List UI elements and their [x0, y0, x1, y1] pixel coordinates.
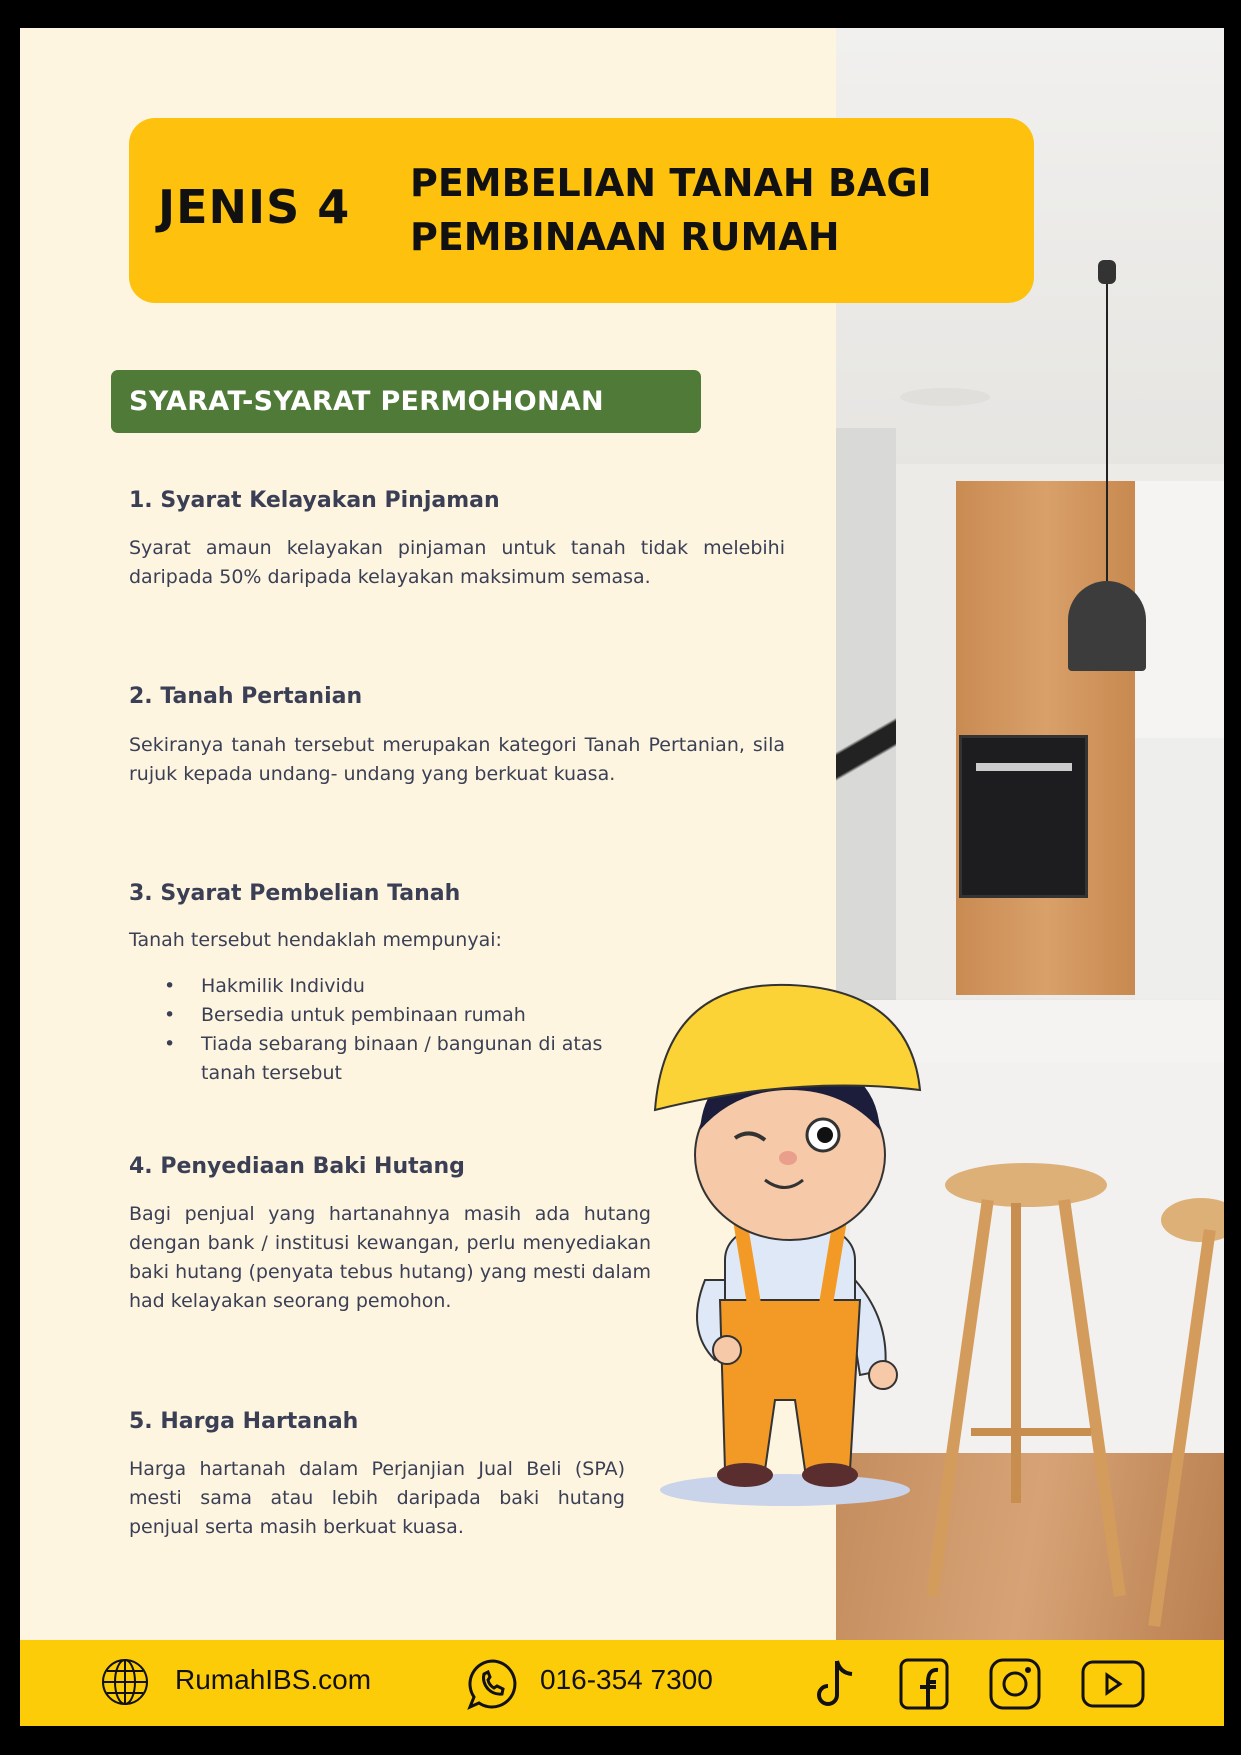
whatsapp-icon	[466, 1657, 520, 1711]
title-line-1: PEMBELIAN TANAH BAGI	[410, 161, 932, 205]
phone-number-link[interactable]: 016-354 7300	[540, 1664, 713, 1695]
title-line-2: PEMBINAAN RUMAH	[410, 215, 840, 259]
worker-mascot-illustration	[645, 980, 930, 1510]
page-title	[410, 156, 932, 264]
tiktok-icon[interactable]	[812, 1657, 862, 1711]
youtube-icon[interactable]	[1080, 1657, 1146, 1711]
type-label: JENIS 4	[158, 180, 351, 234]
website-link[interactable]: RumahIBS.com	[175, 1664, 372, 1695]
item-body-2: Sekiranya tanah tersebut merupakan kategori Tanah Pertanian, sila rujuk kepada undang- undang yang berkuat kuasa.	[129, 734, 785, 785]
list-item: • Tiada sebarang binaan / bangunan di atas tanah tersebut	[170, 1030, 640, 1088]
item-body-5: Harga hartanah dalam Perjanjian Jual Beli (SPA) mesti sama atau lebih daripada baki hutang penjual serta masih berkuat kuasa.	[129, 1458, 625, 1538]
item-body-3: Tanah tersebut hendaklah mempunyai:	[129, 929, 502, 951]
item-heading-2: 2. Tanah Pertanian	[129, 684, 363, 709]
item-body-1: Syarat amaun kelayakan pinjaman untuk tanah tidak melebihi daripada 50% daripada kelayakan maksimum semasa.	[129, 537, 785, 588]
globe-icon	[100, 1657, 150, 1707]
item-heading-4: 4. Penyediaan Baki Hutang	[129, 1154, 465, 1179]
list-item: • Hakmilik Individu	[170, 972, 640, 1001]
facebook-icon[interactable]	[898, 1657, 950, 1711]
instagram-icon[interactable]	[988, 1657, 1042, 1711]
item-heading-5: 5. Harga Hartanah	[129, 1409, 359, 1434]
item-body-4: Bagi penjual yang hartanahnya masih ada hutang dengan bank / institusi kewangan, perlu menyediakan baki hutang (penyata tebus hutang) yang mesti dalam had kelayakan seorang pemohon.	[129, 1203, 651, 1312]
land-requirements-list	[170, 972, 640, 1088]
item-heading-1: 1. Syarat Kelayakan Pinjaman	[129, 488, 500, 513]
list-item: • Bersedia untuk pembinaan rumah	[170, 1001, 640, 1030]
section-label: SYARAT-SYARAT PERMOHONAN	[111, 370, 701, 433]
item-heading-3: 3. Syarat Pembelian Tanah	[129, 881, 461, 906]
